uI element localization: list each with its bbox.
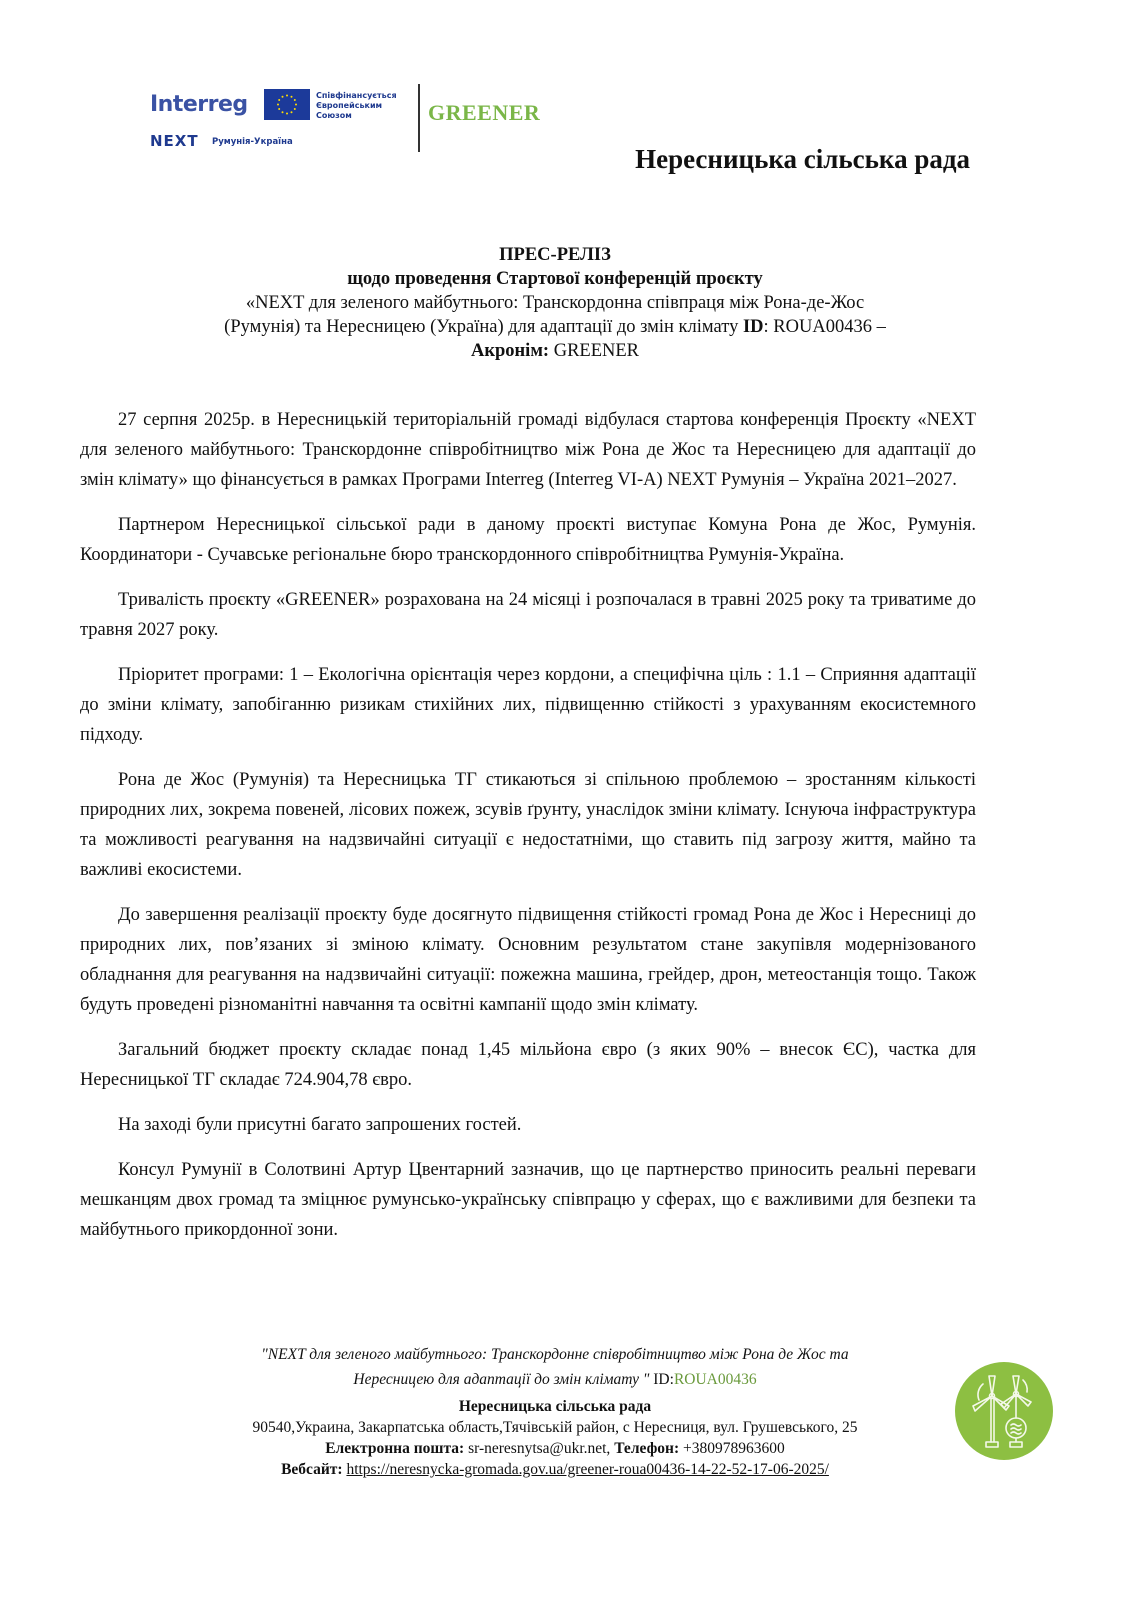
next-region-label: Румунія-Україна xyxy=(212,137,293,147)
website-label: Вебсайт: xyxy=(281,1461,343,1478)
project-id-label: ID xyxy=(742,317,764,337)
footer-quote-line-1: "NEXT для зеленого майбутнього: Транскордонне співробітництво між Рона де Жос та xyxy=(261,1346,849,1363)
press-release-body xyxy=(80,405,976,1260)
footer-email-phone xyxy=(100,1438,1010,1459)
website-link[interactable]: https://neresnycka-gromada.gov.ua/greener-roua00436-14-22-52-17-06-2025/ xyxy=(346,1461,829,1478)
next-logo: NEXT xyxy=(150,132,199,150)
footer-quote-text: Нересницею для адаптації до змін клімату " xyxy=(353,1371,654,1388)
project-acronym-line xyxy=(100,339,1010,363)
organization-title: Нересницька сільська рада xyxy=(635,144,970,174)
body-paragraph: 27 серпня 2025р. в Нересницькій територіальній громаді відбулася стартова конференція Проєкту «NEXT для зеленого майбутнього: Транскордонне співробітництво між Рона де Жос та Нересницею для адаптації до змін клімату» що фінансується в рамках Програми Interreg (Interreg VI-A) NEXT Румунія – Україна 2021–2027. xyxy=(80,410,976,490)
body-paragraph: Консул Румунії в Солотвині Артур Цвентарний зазначив, що це партнерство приносить реальні переваги мешканцям двох громад та зміцнює румунсько-українську співпрацю у сферах, що є важливими для безпеки та майбутнього прикордонної зони. xyxy=(80,1160,976,1240)
wind-turbine-badge-icon xyxy=(955,1362,1053,1460)
footer-id-value: ROUA00436 xyxy=(673,1371,757,1388)
eu-cofunded-label xyxy=(316,91,397,121)
press-release-heading xyxy=(100,243,1010,363)
email-value: sr-neresnytsa@ukr.net, xyxy=(464,1440,615,1457)
logo-divider xyxy=(418,84,420,152)
phone-label: Телефон: xyxy=(614,1440,680,1457)
body-paragraph: До завершення реалізації проєкту буде досягнуто підвищення стійкості громад Рона де Жос і Нересниці до природних лих, пов’язаних зі зміною клімату. Основним результатом стане закупівля модернізованого обладнання для реагування на надзвичайні ситуації: пожежна машина, грейдер, дрон, метеостанція тощо. Також будуть проведені різноманітні навчання та освітні кампанії щодо змін клімату. xyxy=(80,905,976,1015)
footer-contact-info xyxy=(100,1396,1010,1480)
project-name-line-2 xyxy=(100,315,1010,339)
email-label: Електронна пошта: xyxy=(325,1440,465,1457)
footer-address: 90540,Украина, Закарпатська область,Тячівській район, с Нересниця, вул. Грушевського, 25 xyxy=(252,1419,858,1436)
footer-quote-line-2 xyxy=(150,1367,960,1392)
body-paragraph: Рона де Жос (Румунія) та Нересницька ТГ стикаються зі спільною проблемою – зростанням кількості природних лих, зокрема повеней, лісових пожеж, зсувів ґрунту, унаслідок зміни клімату. Існуюча інфраструктура та можливості реагування на надзвичайні ситуації є недостатніми, що ставить під загрозу життя, майно та важливі екосистеми. xyxy=(80,770,976,880)
footer-id-label: ID: xyxy=(653,1371,674,1388)
body-paragraph: Пріоритет програми: 1 – Екологічна орієнтація через кордони, а специфічна ціль : 1.1 – Сприяння адаптації до зміни клімату, запобіганню ризикам стихійних лих, підвищенню стійкості з урахуванням екосистемного підходу. xyxy=(80,665,976,745)
body-paragraph: Тривалість проєкту «GREENER» розрахована на 24 місяці і розпочалася в травні 2025 року та триватиме до травня 2027 року. xyxy=(80,590,976,640)
press-release-title: ПРЕС-РЕЛІЗ xyxy=(499,245,611,265)
phone-value: +380978963600 xyxy=(679,1440,785,1457)
acronym-value: GREENER xyxy=(549,341,640,361)
acronym-label: Акронім: xyxy=(470,341,550,361)
footer-project-quote xyxy=(150,1342,960,1392)
partner-logos xyxy=(150,84,570,156)
eu-flag-icon xyxy=(264,89,310,120)
eu-cofunded-line: Співфінансується xyxy=(316,91,397,100)
body-paragraph: На заході були присутні багато запрошених гостей. xyxy=(118,1115,522,1135)
press-release-subtitle: щодо проведення Стартової конференцій проєкту xyxy=(347,269,763,289)
greener-logo: GREENER xyxy=(428,100,541,125)
project-id-value: : ROUA00436 – xyxy=(763,317,886,337)
body-paragraph: Партнером Нересницької сільської ради в даному проєкті виступає Комуна Рона де Жос, Румунія. Координатори - Сучавське регіональне бюро транскордонного співробітництва Румунія-Україна. xyxy=(80,515,976,565)
eu-cofunded-line: Союзом xyxy=(316,111,352,120)
eu-cofunded-line: Європейським xyxy=(316,101,383,110)
footer-org-name: Нересницька сільська рада xyxy=(458,1398,652,1415)
interreg-logo: Interreg xyxy=(150,92,248,117)
body-paragraph: Загальний бюджет проєкту складає понад 1,45 мільйона євро (з яких 90% – внесок ЄС), частка для Нересницької ТГ складає 724.904,78 євро. xyxy=(80,1040,976,1090)
project-name-line-1: «NEXT для зеленого майбутнього: Транскордонна співпраця між Рона-де-Жос xyxy=(245,293,865,313)
footer-website xyxy=(100,1459,1010,1480)
project-name-text: (Румунія) та Нересницею (Україна) для адаптації до змін клімату xyxy=(224,317,743,337)
